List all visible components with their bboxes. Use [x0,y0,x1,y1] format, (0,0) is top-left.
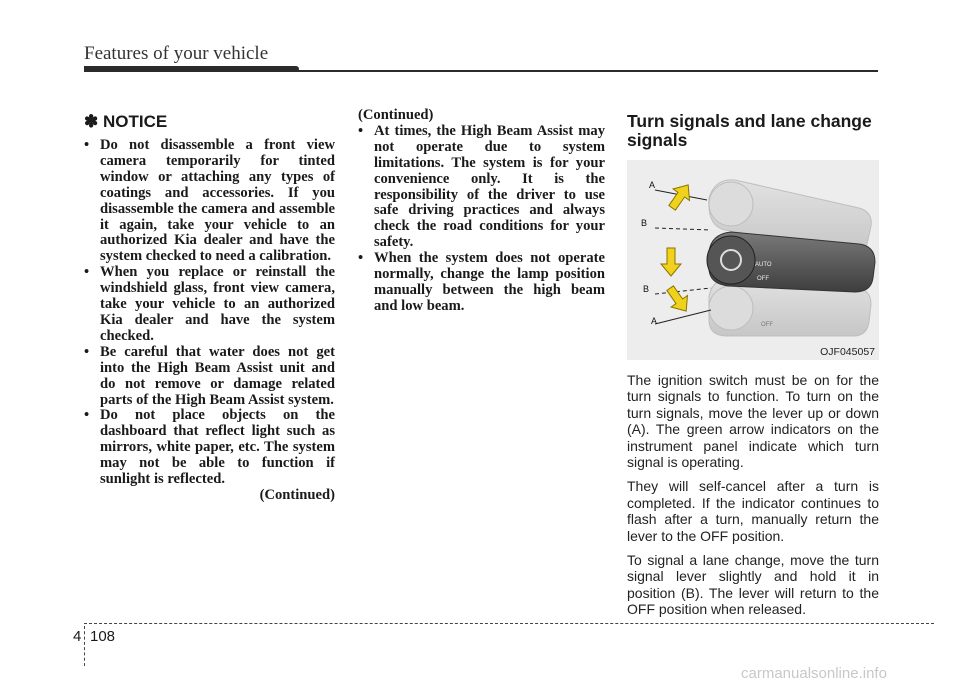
section-body [627,372,879,618]
continued-label: (Continued) [259,486,335,503]
paragraph: They will self-cancel after a turn is completed. If the indicator continues to flash after a turn, manually return the lever to the OFF position. [627,478,879,544]
notice-column [84,108,335,504]
page-number: 108 [90,628,116,645]
list-item: • Do not place objects on the dashboard that reflect light such as mirrors, white paper, etc. The system may not be able to function if sunlight is reflected. [84,408,335,488]
arrow-down-b-icon [661,248,681,276]
footer-rule [84,623,934,624]
paragraph: The ignition switch must be on for the turn signals to function. To turn on the turn signals, move the lever up or down (A). The green arrow indicators on the instrument panel indicate which turn signal is operating. [627,372,879,471]
figure-code: OJF045057 [820,346,875,358]
list-item: • Do not disassemble a front view camera temporarily for tinted window or attaching any types of coatings and accessories. If you disassemble the camera and assemble it again, take your vehicle to an authorized Kia dealer and have the system checked to need a calibration. [84,138,335,265]
notice-continued-column [358,108,605,315]
list-item: • At times, the High Beam Assist may not operate due to system limitations. The system is for your convenience only. It is the responsibility of the driver to use safe driving practices and always check the road conditions for your safety. [358,124,605,251]
list-item: • Be careful that water does not get into the High Beam Assist unit and do not remove or damage related parts of the High Beam Assist system. [84,345,335,409]
header-title: Features of your vehicle [84,43,269,64]
arrow-down-a-icon [662,282,694,316]
watermark: carmanualsonline.info [741,665,887,682]
leader-line [655,288,711,294]
footer-divider [84,626,85,666]
turn-signal-lever-figure [627,160,879,360]
section-title [627,112,879,150]
figure-label-a: A [649,180,656,190]
turn-signals-section [627,112,879,626]
continued-label: (Continued) [358,107,434,123]
paragraph: To signal a lane change, move the turn signal lever slightly and hold it in position (B). The lever will return to the OFF position when released. [627,552,879,618]
list-item: • When you replace or reinstall the windshield glass, front view camera, take your vehicle to an authorized Kia dealer and have the system checked. [84,265,335,345]
notice-heading: ✽ NOTICE [84,112,168,131]
figure-label-b: B [641,218,648,228]
section-title-line: Turn signals and lane change [627,111,872,131]
lever-off-text: OFF [757,276,769,282]
section-title-line: signals [627,130,688,150]
arrow-up-a-icon [664,179,696,213]
leader-line [655,310,711,324]
leader-line [655,228,711,230]
lever-illustration [627,160,879,360]
lever-auto-text: AUTO [755,262,772,268]
figure-label-b: B [643,284,650,294]
chapter-number: 4 [73,628,82,645]
notice-list [84,138,335,488]
notice-list [358,124,605,315]
list-item: • When the system does not operate normally, change the lamp position manually between the high beam and low beam. [358,251,605,315]
header-rule [84,70,878,72]
figure-label-a: A [651,316,658,326]
lever-off-text-ghost: OFF [761,322,773,328]
